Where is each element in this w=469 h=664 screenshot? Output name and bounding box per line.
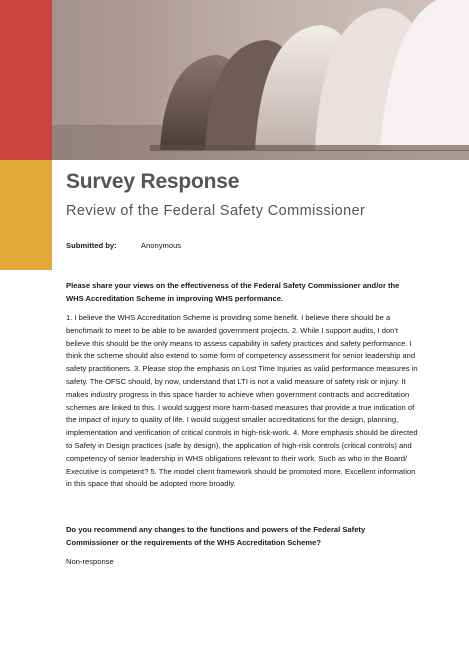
question-2: Do you recommend any changes to the functions and powers of the Federal Safety Commissioner or the requirements of the WHS Accreditation Scheme? <box>66 525 366 547</box>
hard-hats-icon <box>0 0 469 160</box>
question-1: Please share your views on the effectiveness of the Federal Safety Commissioner and/or the WHS Accreditation Scheme in improving WHS performance. <box>66 281 400 303</box>
submitted-by-label: Submitted by: <box>66 241 117 250</box>
submitted-by-value: Anonymous <box>141 241 182 250</box>
answer-2: Non-response <box>66 557 114 566</box>
submitted-by-row <box>66 241 182 250</box>
page-title: Survey Response <box>66 170 240 193</box>
page-subtitle: Review of the Federal Safety Commissioner <box>66 203 366 219</box>
answer-1: 1. I believe the WHS Accreditation Scheme is providing some benefit. I believe there should be a benchmark to meet to be able to be awarded government projects. 2. While I support audits, I don't believe this should be the only means to assess capability in safety practices and safety performance. I think the scheme should also extend to some form of competency assessment for senior leadership and safety practitioners. 3. Please stop the emphasis on Lost Time Injuries as valid performance measures in safety. The OFSC should, by now, understand that LTI is not a valid measure of safety risk or injury. It makes industry progress in this space harder to achieve when government contracts and accreditation schemes are linked to this. I would suggest more harm-based measures that provide a true indication of the impact of injury to quality of life. I would suggest smaller accreditations for the design, planning, implementation and verification of critical controls in high-risk-work. 4. More emphasis should be directed to Safety in Design practices (safe by design), the application of high-risk controls (critical controls) and competency of senior leadership in WHS obligations relevant to their work. Such as who in the Board/ Executive is competent? 5. The model client framework should be promoted more. Excellent information in this space that should be adopted more broadly. <box>66 313 418 489</box>
red-accent-bar <box>0 0 52 160</box>
gold-accent-bar <box>0 160 52 270</box>
header-banner-image <box>0 0 469 160</box>
